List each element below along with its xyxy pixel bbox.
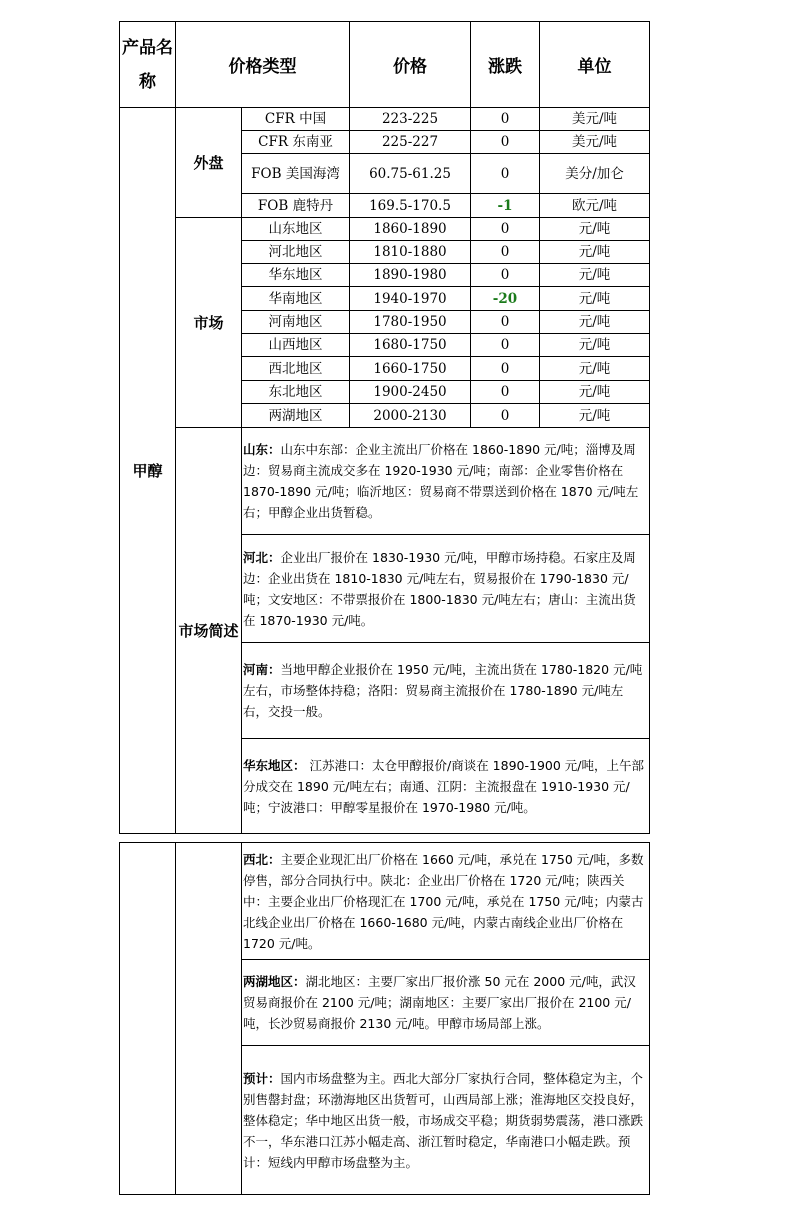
summary-text: 企业出厂报价在 1830-1930 元/吨，甲醇市场持稳。石家庄及周边：企业出货在 1810-1830 元/吨左右，贸易报价在 1790-1830 元/吨；文安地区：不带票报价在 1800-1830 元/吨左右；唐山：主流出货在 1870-1930 元/吨。	[243, 549, 636, 628]
price-type-cell: 东北地区	[242, 381, 350, 404]
header-price-type: 价格类型	[176, 22, 350, 108]
summary-region: 两湖地区：	[243, 974, 306, 989]
header-price: 价格	[350, 22, 471, 108]
table-row	[120, 108, 650, 131]
unit-cell: 欧元/吨	[540, 194, 650, 218]
summary-text: 当地甲醇企业报价在 1950 元/吨，主流出货在 1780-1820 元/吨左右，市场整体持稳；洛阳：贸易商主流报价在 1780-1890 元/吨左右，交投一般。	[243, 662, 643, 719]
unit-cell: 美分/加仑	[540, 154, 650, 194]
price-type-cell: FOB 鹿特丹	[242, 194, 350, 218]
group-foreign: 外盘	[176, 108, 242, 218]
summary-region: 河北：	[243, 549, 281, 565]
summary-huadong	[242, 739, 650, 834]
header-product-name: 产品名称	[120, 22, 176, 108]
price-type-cell: 华南地区	[242, 287, 350, 311]
table-row	[120, 218, 650, 241]
price-type-cell: 两湖地区	[242, 404, 350, 428]
price-type-cell: CFR 东南亚	[242, 131, 350, 154]
price-cell: 225-227	[350, 131, 471, 154]
change-cell: 0	[471, 404, 540, 428]
summary-henan	[242, 643, 650, 739]
unit-cell: 元/吨	[540, 264, 650, 287]
header-unit: 单位	[540, 22, 650, 108]
change-cell: 0	[471, 108, 540, 131]
change-cell: 0	[471, 131, 540, 154]
header-change: 涨跌	[471, 22, 540, 108]
price-cell: 60.75-61.25	[350, 154, 471, 194]
price-type-cell: 山西地区	[242, 334, 350, 357]
unit-cell: 元/吨	[540, 287, 650, 311]
unit-cell: 元/吨	[540, 404, 650, 428]
unit-cell: 元/吨	[540, 357, 650, 381]
price-type-cell: CFR 中国	[242, 108, 350, 131]
group-summary: 市场简述	[176, 428, 242, 834]
summary-text: 国内市场盘整为主。西北大部分厂家执行合同，整体稳定为主，个别售罄封盘；环渤海地区出货暂可，山西局部上涨；淮海地区交投良好，整体稳定；华中地区出货一般，市场成交平稳；期货弱势震荡，港口涨跌不一，华东港口江苏小幅走高、浙江暂时稳定，华南港口小幅走跌。预计：短线内甲醇市场盘整为主。	[243, 1070, 644, 1170]
summary-table-continued	[119, 842, 650, 1195]
change-cell: 0	[471, 264, 540, 287]
summary-row	[120, 428, 650, 535]
price-table	[119, 21, 650, 834]
unit-cell: 元/吨	[540, 311, 650, 334]
unit-cell: 元/吨	[540, 218, 650, 241]
change-cell: 0	[471, 381, 540, 404]
summary-shandong	[242, 428, 650, 535]
group-market: 市场	[176, 218, 242, 428]
unit-cell: 美元/吨	[540, 131, 650, 154]
price-cell: 1810-1880	[350, 241, 471, 264]
price-cell: 2000-2130	[350, 404, 471, 428]
price-type-cell: 山东地区	[242, 218, 350, 241]
price-type-cell: 河北地区	[242, 241, 350, 264]
price-cell: 1900-2450	[350, 381, 471, 404]
price-type-cell: 华东地区	[242, 264, 350, 287]
summary-text: 湖北地区：主要厂家出厂报价涨 50 元在 2000 元/吨，武汉贸易商报价在 2100 元/吨；湖南地区：主要厂家出厂报价在 2100 元/吨，长沙贸易商报价 2130 元/吨。甲醇市场局部上涨。	[243, 974, 636, 1031]
price-cell: 223-225	[350, 108, 471, 131]
summary-lianghu	[242, 960, 650, 1046]
price-type-cell: 河南地区	[242, 311, 350, 334]
change-cell: -20	[471, 287, 540, 311]
change-cell: -1	[471, 194, 540, 218]
summary-xibei	[242, 843, 650, 960]
table-header-row	[120, 22, 650, 108]
summary-region: 预计：	[243, 1070, 281, 1086]
price-cell: 169.5-170.5	[350, 194, 471, 218]
empty-group-cell	[176, 843, 242, 1195]
price-type-cell: FOB 美国海湾	[242, 154, 350, 194]
unit-cell: 美元/吨	[540, 108, 650, 131]
change-cell: 0	[471, 218, 540, 241]
unit-cell: 元/吨	[540, 241, 650, 264]
change-cell: 0	[471, 241, 540, 264]
change-cell: 0	[471, 334, 540, 357]
summary-region: 西北：	[243, 851, 281, 867]
summary-row	[120, 843, 650, 960]
price-type-cell: 西北地区	[242, 357, 350, 381]
change-cell: 0	[471, 154, 540, 194]
product-name: 甲醇	[120, 108, 176, 834]
price-cell: 1780-1950	[350, 311, 471, 334]
summary-forecast	[242, 1046, 650, 1195]
change-cell: 0	[471, 357, 540, 381]
price-cell: 1860-1890	[350, 218, 471, 241]
summary-text: 江苏港口：太仓甲醇报价/商谈在 1890-1900 元/吨，上午部分成交在 1890 元/吨左右；南通、江阴：主流报盘在 1910-1930 元/吨；宁波港口：甲醇零星报价在 1970-1980 元/吨。	[243, 757, 644, 815]
price-cell: 1940-1970	[350, 287, 471, 311]
summary-region: 河南：	[243, 662, 281, 677]
summary-text: 主要企业现汇出厂价格在 1660 元/吨，承兑在 1750 元/吨，多数停售，部分合同执行中。陕北：企业出厂价格在 1720 元/吨；陕西关中：主要企业出厂价格现汇在 1700 元/吨，承兑在 1750 元/吨；内蒙古北线企业出厂价格在 1660-1680 元/吨，内蒙古南线企业出厂价格在 1720 元/吨。	[243, 851, 644, 951]
summary-region: 华东地区：	[243, 757, 306, 773]
summary-text: 山东中东部：企业主流出厂价格在 1860-1890 元/吨；淄博及周边：贸易商主流成交多在 1920-1930 元/吨；南部：企业零售价格在 1870-1890 元/吨；临沂地区：贸易商不带票送到价格在 1870 元/吨左右；甲醇企业出货暂稳。	[243, 442, 639, 520]
unit-cell: 元/吨	[540, 381, 650, 404]
summary-hebei	[242, 535, 650, 643]
price-cell: 1680-1750	[350, 334, 471, 357]
change-cell: 0	[471, 311, 540, 334]
empty-product-cell	[120, 843, 176, 1195]
unit-cell: 元/吨	[540, 334, 650, 357]
price-cell: 1890-1980	[350, 264, 471, 287]
summary-region: 山东：	[243, 442, 281, 457]
price-cell: 1660-1750	[350, 357, 471, 381]
